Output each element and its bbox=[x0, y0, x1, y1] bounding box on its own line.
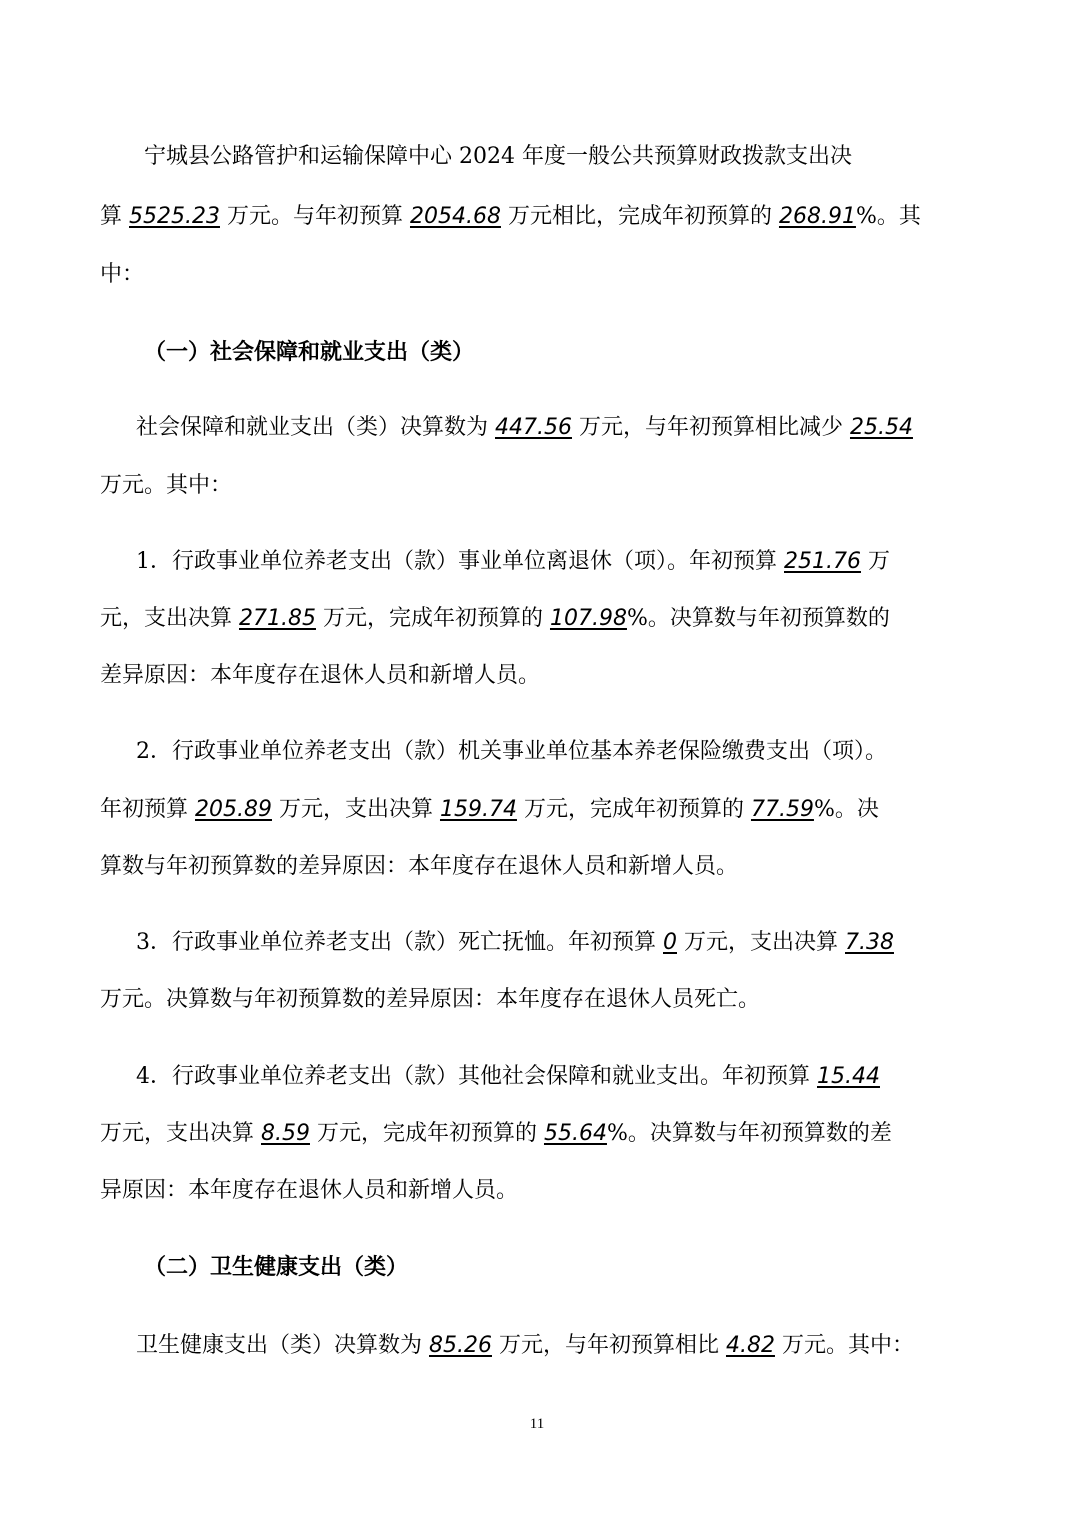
section1-summary-line-2 bbox=[100, 471, 980, 501]
text: 万元，支出决算 bbox=[100, 1121, 261, 1146]
text: %。决算数与年初预算数的差 bbox=[606, 1121, 892, 1146]
text: 年初预算 bbox=[100, 797, 195, 822]
intro-line-2 bbox=[100, 202, 980, 232]
text: 万元，完成年初预算的 bbox=[516, 797, 751, 822]
text: 万元。其中： bbox=[100, 473, 233, 498]
item3-budget-value: 0 bbox=[663, 930, 677, 955]
section1-summary-line-1 bbox=[100, 413, 1016, 443]
text: 宁城县公路管护和运输保障中心 2024 年度一般公共预算财政拨款支出决 bbox=[144, 144, 852, 169]
text: 万元。其中： bbox=[774, 1333, 914, 1358]
text: %。决 bbox=[813, 797, 879, 822]
section-heading-health bbox=[100, 1252, 1024, 1282]
item2-line-2 bbox=[100, 795, 980, 825]
text: 万元，支出决算 bbox=[677, 930, 845, 955]
text: 万元，与年初预算相比 bbox=[491, 1333, 726, 1358]
text: 万元，与年初预算相比减少 bbox=[571, 415, 850, 440]
item2-percent-value: 77.59 bbox=[750, 797, 814, 822]
item2-actual-value: 159.74 bbox=[439, 797, 517, 822]
item2-line-1 bbox=[100, 737, 1016, 767]
intro-line-3 bbox=[100, 260, 980, 290]
item4-line-3 bbox=[100, 1176, 980, 1206]
section2-change-value: 4.82 bbox=[725, 1333, 775, 1358]
text: 异原因：本年度存在退休人员和新增人员。 bbox=[100, 1178, 519, 1203]
text: 元，支出决算 bbox=[100, 606, 239, 631]
item2-line-3 bbox=[100, 852, 980, 882]
text: 1．行政事业单位养老支出（款）事业单位离退休（项）。年初预算 bbox=[136, 549, 784, 574]
text: 万 bbox=[860, 549, 890, 574]
section1-amount-value: 447.56 bbox=[495, 415, 572, 440]
text: 万元相比，完成年初预算的 bbox=[500, 204, 779, 229]
item1-percent-value: 107.98 bbox=[549, 606, 627, 631]
text: 3．行政事业单位养老支出（款）死亡抚恤。年初预算 bbox=[136, 930, 663, 955]
text: 中： bbox=[100, 262, 145, 287]
item3-line-1 bbox=[100, 928, 1016, 958]
total-expenditure-value: 5525.23 bbox=[129, 204, 220, 229]
text: 社会保障和就业支出（类）决算数为 bbox=[136, 415, 495, 440]
item1-line-1 bbox=[100, 547, 1016, 577]
text: 差异原因：本年度存在退休人员和新增人员。 bbox=[100, 663, 541, 688]
text: 万元，完成年初预算的 bbox=[315, 606, 550, 631]
text: （二）卫生健康支出（类） bbox=[144, 1254, 409, 1280]
item3-line-2 bbox=[100, 985, 980, 1015]
text: 万元，支出决算 bbox=[271, 797, 440, 822]
section2-amount-value: 85.26 bbox=[429, 1333, 492, 1358]
section1-decrease-value: 25.54 bbox=[849, 415, 913, 440]
section2-summary-line-1 bbox=[100, 1331, 1016, 1361]
item1-budget-value: 251.76 bbox=[784, 549, 861, 574]
text: 4．行政事业单位养老支出（款）其他社会保障和就业支出。年初预算 bbox=[136, 1064, 817, 1089]
text: 算数与年初预算数的差异原因：本年度存在退休人员和新增人员。 bbox=[100, 854, 739, 879]
item1-line-2 bbox=[100, 604, 980, 634]
item4-budget-value: 15.44 bbox=[817, 1064, 880, 1089]
item1-line-3 bbox=[100, 661, 980, 691]
text: 万元，完成年初预算的 bbox=[309, 1121, 544, 1146]
item4-percent-value: 55.64 bbox=[543, 1121, 607, 1146]
item4-actual-value: 8.59 bbox=[261, 1121, 310, 1146]
page-number: 11 bbox=[529, 1416, 545, 1432]
text: %。其 bbox=[855, 204, 921, 229]
item3-actual-value: 7.38 bbox=[845, 930, 894, 955]
text: 2．行政事业单位养老支出（款）机关事业单位基本养老保险缴费支出（项）。 bbox=[136, 739, 887, 764]
item1-actual-value: 271.85 bbox=[239, 606, 316, 631]
text: 万元。与年初预算 bbox=[219, 204, 410, 229]
item2-budget-value: 205.89 bbox=[195, 797, 272, 822]
text: （一）社会保障和就业支出（类） bbox=[144, 339, 475, 365]
completion-percent-value: 268.91 bbox=[778, 204, 856, 229]
initial-budget-value: 2054.68 bbox=[409, 204, 501, 229]
text: %。决算数与年初预算数的 bbox=[626, 606, 890, 631]
section-heading-social-security bbox=[100, 337, 1024, 367]
item4-line-1 bbox=[100, 1062, 1016, 1092]
text: 算 bbox=[100, 204, 129, 229]
text: 万元。决算数与年初预算数的差异原因：本年度存在退休人员死亡。 bbox=[100, 987, 761, 1012]
text: 卫生健康支出（类）决算数为 bbox=[136, 1333, 429, 1358]
item4-line-2 bbox=[100, 1119, 980, 1149]
intro-line-1 bbox=[100, 142, 1024, 172]
